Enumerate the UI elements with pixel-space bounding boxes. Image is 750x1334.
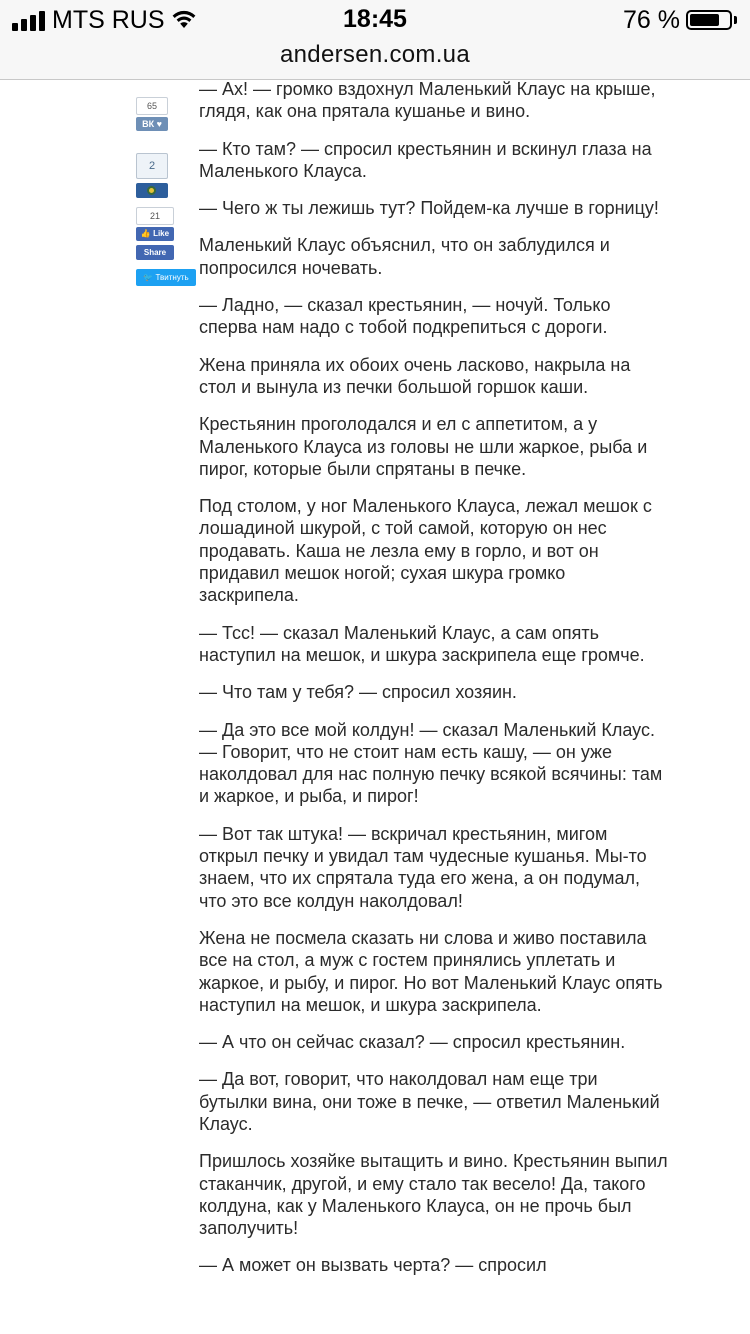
odnoklassniki-share-count: 2 <box>136 153 168 179</box>
facebook-like-button[interactable]: 👍 Like <box>136 227 174 241</box>
vk-share-button[interactable]: ВК ♥ <box>136 117 168 131</box>
address-bar[interactable]: andersen.com.ua <box>280 41 470 68</box>
article-paragraph: Пришлось хозяйке вытащить и вино. Крестьянин выпил стаканчик, другой, и ему стало так весело! Да, такого колдуна, как у Маленького Клауса, он не прочь был заполучить! <box>199 1151 668 1239</box>
article-paragraph: — Чего ж ты лежишь тут? Пойдем-ка лучше в горницу! <box>199 198 659 219</box>
article-paragraph: — Вот так штука! — вскричал крестьянин, мигом открыл печку и увидал там чудесные кушанья. Мы-то знаем, что их спрятала туда его жена, а он подумал, что это все колдун наколдовал! <box>199 823 647 911</box>
article-paragraph: — А может он вызвать черта? — спросил <box>199 1255 547 1276</box>
article-paragraph: — Тсс! — сказал Маленький Клаус, а сам опять наступил на мешок, и шкура заскрипела еще громче. <box>199 622 645 665</box>
battery-level <box>690 14 719 26</box>
article-paragraph: — А что он сейчас сказал? — спросил крестьянин. <box>199 1032 626 1053</box>
article-paragraph: Маленький Клаус объяснил, что он заблудился и попросился ночевать. <box>199 235 610 278</box>
article-paragraph: — Да это все мой колдун! — сказал Маленький Клаус. — Говорит, что не стоит нам есть кашу, — он уже наколдовал для нас полную печку всякой всячины: там и жаркое, и рыба, и пирог! <box>199 719 663 807</box>
vk-share-widget <box>136 97 168 131</box>
facebook-like-count: 21 <box>136 207 174 225</box>
article-paragraph: — Кто там? — спросил крестьянин и вскинул глаза на Маленького Клауса. <box>199 138 652 181</box>
browser-top-bar <box>0 0 750 80</box>
facebook-share-button[interactable]: Share <box>136 245 174 260</box>
article-paragraph: Жена приняла их обоих очень ласково, накрыла на стол и вынула из печки большой горшок каши. <box>199 354 631 397</box>
article-paragraph: — Да вот, говорит, что наколдовал нам еще три бутылки вина, они тоже в печке, — ответил Маленький Клаус. <box>199 1069 660 1134</box>
article-paragraph: Под столом, у ног Маленького Клауса, лежал мешок с лошадиной шкурой, с той самой, которую он нес продавать. Каша не лезла ему в горло, и вот он придавил мешок ногой; сухая шкура громко заскрипела. <box>199 496 652 606</box>
odnoklassniki-icon <box>147 186 156 195</box>
vk-share-count: 65 <box>136 97 168 115</box>
article-paragraph: — Ах! — громко вздохнул Маленький Клаус на крыше, глядя, как она прятала кушанье и вино. <box>199 79 656 122</box>
article-body <box>199 78 669 1292</box>
twitter-tweet-button[interactable]: 🐦 Твитнуть <box>136 269 196 286</box>
odnoklassniki-share-widget <box>136 153 168 198</box>
article-paragraph: — Что там у тебя? — спросил хозяин. <box>199 682 517 703</box>
article-paragraph: Крестьянин проголодался и ел с аппетитом, а у Маленького Клауса из головы не шли жаркое, рыба и пирог, которые были спрятаны в печке. <box>199 414 648 479</box>
carrier-name: MTS RUS <box>52 6 165 34</box>
article-paragraph: — Ладно, — сказал крестьянин, — ночуй. Только сперва нам надо с тобой подкрепиться с дороги. <box>199 295 611 338</box>
battery-percentage: 76 % <box>623 6 680 34</box>
battery-icon <box>686 10 732 30</box>
odnoklassniki-share-button[interactable] <box>136 183 168 198</box>
battery-cap-icon <box>734 16 737 24</box>
status-bar <box>0 0 750 40</box>
article-paragraph: Жена не посмела сказать ни слова и живо поставила все на стол, а муж с гостем принялись уплетать и жаркое, и рыбу, и пирог. Но вот Маленький Клаус опять наступил на мешок, и шкура заскрипела. <box>199 927 663 1015</box>
facebook-share-widget <box>136 207 174 260</box>
clock: 18:45 <box>343 5 407 33</box>
